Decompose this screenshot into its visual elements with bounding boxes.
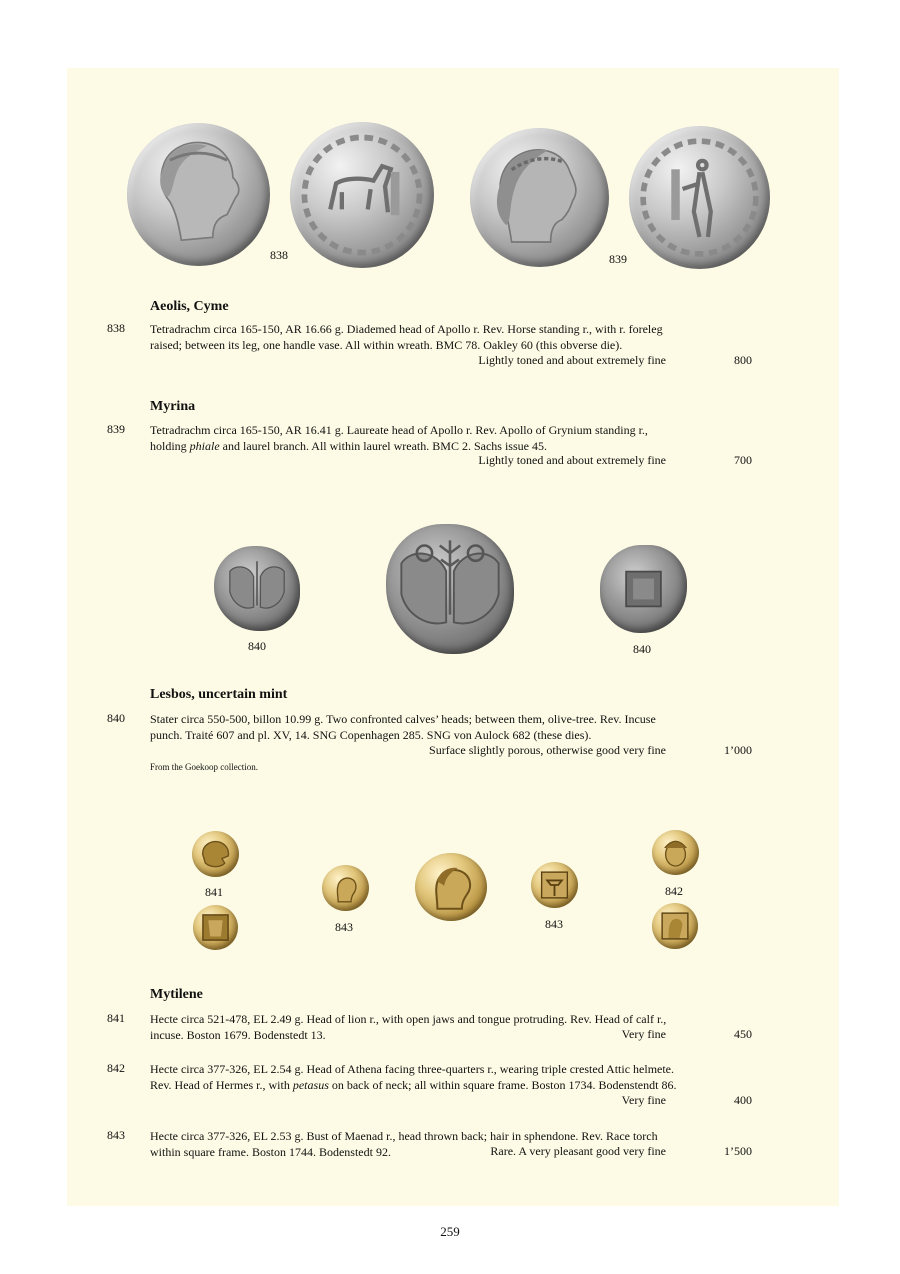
apollo-head-icon <box>127 123 270 266</box>
lot-price-843: 1’500 <box>724 1144 752 1158</box>
athena-head-icon <box>652 830 699 875</box>
lot-price-842: 400 <box>734 1093 752 1107</box>
italic-term-phiale: phiale <box>189 439 220 453</box>
lot-number-838: 838 <box>107 321 125 335</box>
coin-839-reverse <box>629 126 770 269</box>
lot-condition-843: Rare. A very pleasant good very fine <box>490 1144 666 1158</box>
section-heading-lesbos: Lesbos, uncertain mint <box>150 687 288 702</box>
hermes-head-icon <box>652 903 698 949</box>
lot-841-line-2: incuse. Boston 1679. Bodenstedt 13. <box>150 1028 326 1042</box>
coin-843-obverse-small <box>322 865 369 911</box>
coin-843-obverse-large <box>415 853 487 921</box>
section-heading-myrina: Myrina <box>150 399 196 414</box>
lot-840-line-2: punch. Traité 607 and pl. XV, 14. SNG Copenhagen 285. SNG von Aulock 682 (these dies). <box>150 728 592 742</box>
lot-condition-840: Surface slightly porous, otherwise good very fine <box>429 743 666 757</box>
coin-label-843-left: 843 <box>335 920 353 934</box>
lot-number-839: 839 <box>107 422 125 436</box>
coin-840-obverse-small <box>214 546 300 631</box>
coin-label-840-right: 840 <box>633 642 651 656</box>
lot-838-line-2: raised; between its leg, one handle vase. All within wreath. BMC 78. Oakley 60 (this obverse die). <box>150 338 623 352</box>
confronted-calves-icon <box>214 546 300 631</box>
section-heading-cyme: Aeolis, Cyme <box>150 299 229 314</box>
lot-price-840: 1’000 <box>724 743 752 757</box>
lot-price-838: 800 <box>734 353 752 367</box>
coin-838-reverse <box>290 122 434 268</box>
lot-number-840: 840 <box>107 711 125 725</box>
lot-description-840 <box>150 711 752 743</box>
coin-label-840-left: 840 <box>248 639 266 653</box>
lot-842-line-1: Hecte circa 377-326, EL 2.54 g. Head of Athena facing three-quarters r., wearing triple crested Attic helmete. <box>150 1062 675 1076</box>
coin-841-obverse <box>192 831 239 877</box>
lot-840-line-1: Stater circa 550-500, billon 10.99 g. Two confronted calves’ heads; between them, olive-tree. Rev. Incuse <box>150 712 656 726</box>
maenad-bust-icon <box>415 853 487 921</box>
lot-condition-838: Lightly toned and about extremely fine <box>478 353 666 367</box>
horse-in-wreath-icon <box>290 122 434 268</box>
lot-841-line-1: Hecte circa 521-478, EL 2.49 g. Head of lion r., with open jaws and tongue protruding. Rev. Head of calf r., <box>150 1012 667 1026</box>
lot-price-839: 700 <box>734 453 752 467</box>
section-heading-mytilene: Mytilene <box>150 987 203 1002</box>
lot-provenance-840: From the Goekoop collection. <box>150 762 258 772</box>
lot-condition-841: Very fine <box>621 1027 666 1041</box>
coin-840-obverse-large <box>386 524 514 654</box>
page-number: 259 <box>440 1224 460 1239</box>
coin-841-reverse <box>193 905 238 950</box>
lot-number-842: 842 <box>107 1061 125 1075</box>
standing-apollo-icon <box>629 126 770 269</box>
lot-number-843: 843 <box>107 1128 125 1142</box>
lion-head-icon <box>192 831 239 877</box>
lot-843-line-1: Hecte circa 377-326, EL 2.53 g. Bust of Maenad r., head thrown back; hair in sphendone. Rev. Race torch <box>150 1129 658 1143</box>
coin-label-843-right: 843 <box>545 917 563 931</box>
incuse-calf-head-icon <box>193 905 238 950</box>
lot-842-line-2: Rev. Head of Hermes r., with petasus on back of neck; all within square frame. Boston 1734. Bodenstendt 86. <box>150 1078 677 1092</box>
race-torch-icon <box>531 862 578 908</box>
lot-description-842 <box>150 1061 752 1093</box>
confronted-calves-icon <box>386 524 514 654</box>
lot-price-841: 450 <box>734 1027 752 1041</box>
italic-term-petasus: petasus <box>292 1078 329 1092</box>
coin-label-839: 839 <box>609 252 627 266</box>
lot-description-839 <box>150 422 752 454</box>
coin-838-obverse <box>127 123 270 266</box>
lot-839-line-1: Tetradrachm circa 165-150, AR 16.41 g. Laureate head of Apollo r. Rev. Apollo of Grynium standing r., <box>150 423 648 437</box>
lot-838-line-1: Tetradrachm circa 165-150, AR 16.66 g. Diademed head of Apollo r. Rev. Horse standing r., with r. foreleg <box>150 322 663 336</box>
laureate-apollo-head-icon <box>470 128 609 267</box>
coin-label-842: 842 <box>665 884 683 898</box>
lot-description-838 <box>150 321 752 353</box>
lot-condition-839: Lightly toned and about extremely fine <box>478 453 666 467</box>
coin-842-obverse <box>652 830 699 875</box>
coin-839-obverse <box>470 128 609 267</box>
maenad-bust-icon <box>322 865 369 911</box>
lot-843-line-2: within square frame. Boston 1744. Bodenstedt 92. <box>150 1145 391 1159</box>
coin-label-841: 841 <box>205 885 223 899</box>
coin-label-838: 838 <box>270 248 288 262</box>
lot-condition-842: Very fine <box>621 1093 666 1107</box>
lot-839-line-2: holding phiale and laurel branch. All within laurel wreath. BMC 2. Sachs issue 45. <box>150 439 547 453</box>
coin-842-reverse <box>652 903 698 949</box>
coin-843-reverse <box>531 862 578 908</box>
lot-number-841: 841 <box>107 1011 125 1025</box>
